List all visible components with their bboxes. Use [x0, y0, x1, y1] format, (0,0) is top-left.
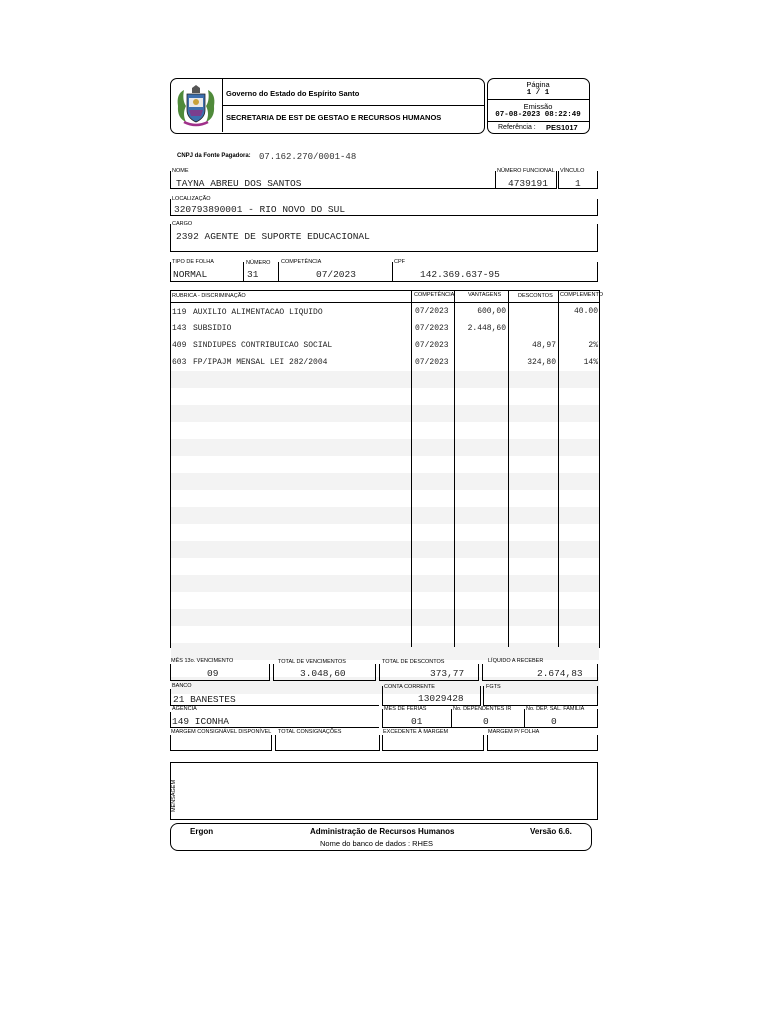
header-rubrica: RUBRICA - DISCRIMINAÇÃO [172, 293, 246, 299]
row-1-desc: AUXILIO ALIMENTACAO LIQUIDO [193, 308, 323, 317]
banco-value: 21 BANESTES [173, 694, 236, 705]
total-cons-label: TOTAL CONSIGNAÇÕES [278, 729, 342, 735]
table-row-stripe [171, 405, 599, 422]
total-cons-field [275, 735, 380, 751]
table-row-stripe [171, 541, 599, 558]
liquido-value: 2.674,83 [537, 668, 583, 679]
row-2-desc: SUBSIDIO [193, 324, 232, 333]
referencia-value: PES1017 [546, 123, 578, 132]
mes-ferias-label: MÊS DE FÉRIAS [384, 706, 427, 712]
agencia-value: 149 ICONHA [172, 716, 230, 727]
excedente-field [382, 735, 484, 751]
tipo-folha-label: TIPO DE FOLHA [172, 259, 214, 265]
pagina-value: 1 / 1 [526, 89, 550, 97]
row-4-comp: 07/2023 [415, 358, 449, 367]
vinculo-value: 1 [575, 178, 581, 189]
excedente-label: EXCEDENTE À MARGEM [383, 729, 449, 735]
table-row-stripe [171, 507, 599, 524]
dep-sal-value: 0 [551, 716, 557, 727]
row-1-compl: 40.00 [573, 307, 598, 316]
header-descontos: DESCONTOS [518, 293, 553, 299]
mes13-label: MÊS 13o. VENCIMENTO [171, 658, 234, 664]
row-3-code: 409 [172, 341, 187, 350]
cnpj-label: CNPJ da Fonte Pagadora: [177, 153, 251, 159]
row-2-vant: 2.448,60 [467, 324, 506, 333]
row-4-compl: 14% [583, 358, 598, 367]
total-desc-label: TOTAL DE DESCONTOS [382, 659, 445, 665]
row-1-code: 119 [172, 308, 187, 317]
conta-label: CONTA CORRENTE [384, 684, 435, 690]
banco-label: BANCO [172, 683, 192, 689]
mes-ferias-value: 01 [411, 716, 423, 727]
row-3-compl: 2% [588, 341, 598, 350]
header-competencia: COMPETÊNCIA [414, 292, 455, 298]
header-vantagens: VANTAGENS [468, 292, 502, 298]
header-left-divider [222, 105, 484, 106]
footer-versao: Versão 6.6. [530, 827, 572, 836]
coat-of-arms-logo [174, 84, 218, 128]
total-venc-value: 3.048,60 [300, 668, 346, 679]
mensagem-label: MENSAGEM [171, 779, 177, 813]
total-desc-value: 373,77 [430, 668, 465, 679]
emissao-value: 07-08-2023 08:22:49 [495, 111, 581, 119]
cnpj-value: 07.162.270/0001-48 [259, 152, 357, 162]
row-3-comp: 07/2023 [415, 341, 449, 350]
mensagem-box [170, 762, 598, 820]
row-1-vant: 600,00 [477, 307, 506, 316]
table-row-stripe [171, 439, 599, 456]
margem-disp-field [170, 735, 272, 751]
conta-value: 13029428 [418, 693, 464, 704]
footer-adm: Administração de Recursos Humanos [310, 827, 455, 836]
numero-label: NÚMERO [246, 260, 271, 266]
header-logo-divider [222, 79, 223, 132]
cargo-label: CARGO [172, 221, 193, 227]
nome-value: TAYNA ABREU DOS SANTOS [176, 178, 302, 189]
tipo-folha-value: NORMAL [173, 269, 208, 280]
liquido-label: LÍQUIDO A RECEBER [488, 658, 544, 664]
table-row-stripe [171, 473, 599, 490]
row-4-descval: 324,80 [527, 358, 556, 367]
table-header-line [170, 302, 600, 303]
pagina-label: Página [526, 80, 550, 89]
numero-value: 31 [247, 269, 259, 280]
cargo-value: 2392 AGENTE DE SUPORTE EDUCACIONAL [176, 231, 370, 242]
fgts-label: FGTS [486, 684, 501, 690]
competencia-value: 07/2023 [316, 269, 356, 280]
row-2-code: 143 [172, 324, 187, 333]
localizacao-label: LOCALIZAÇÃO [172, 196, 211, 202]
table-row-stripe [171, 609, 599, 626]
row-2-comp: 07/2023 [415, 324, 449, 333]
total-venc-label: TOTAL DE VENCIMENTOS [278, 659, 346, 665]
table-row-stripe [171, 575, 599, 592]
col-div-vantagens [454, 290, 455, 647]
dep-ir-label: No. DEPENDENTES IR [453, 706, 512, 712]
nome-label: NOME [172, 168, 189, 174]
margem-disp-label: MARGEM CONSIGNÁVEL DISPONÍVEL [171, 729, 272, 735]
competencia-label: COMPETÊNCIA [281, 259, 322, 265]
government-name: Governo do Estado do Espírito Santo [226, 89, 360, 98]
numero-funcional-value: 4739191 [508, 178, 548, 189]
mes13-field [170, 664, 270, 681]
row-3-descval: 48,97 [531, 341, 556, 350]
vinculo-label: VÍNCULO [560, 168, 585, 174]
dep-ir-value: 0 [483, 716, 489, 727]
header-right-divider-2 [487, 121, 589, 122]
header-complemento: COMPLEMENTO [560, 292, 603, 298]
header-right-divider-1 [487, 99, 589, 100]
secretaria-name: SECRETARIA DE EST DE GESTAO E RECURSOS HUMANOS [226, 113, 442, 122]
cpf-value: 142.369.637-95 [420, 269, 500, 280]
col-div-competencia [411, 290, 412, 647]
numero-funcional-label: NÚMERO FUNCIONAL [497, 168, 555, 174]
dep-sal-label: No. DEP. SAL. FAMÍLIA [526, 706, 585, 712]
row-4-desc: FP/IPAJM MENSAL LEI 282/2004 [193, 358, 328, 367]
referencia-label: Referência : [498, 124, 536, 131]
margem-folha-label: MARGEM P/ FOLHA [488, 729, 540, 735]
footer-banco-dados: Nome do banco de dados : RHES [320, 839, 433, 848]
localizacao-value: 320793890001 - RIO NOVO DO SUL [174, 204, 346, 215]
cpf-label: CPF [394, 259, 405, 265]
mes13-value: 09 [207, 668, 219, 679]
emissao-label: Emissão [523, 102, 553, 111]
margem-folha-field [487, 735, 598, 751]
agencia-label: AGÊNCIA [172, 706, 197, 712]
row-4-code: 603 [172, 358, 187, 367]
row-1-comp: 07/2023 [415, 307, 449, 316]
table-row-stripe [171, 371, 599, 388]
footer-ergon: Ergon [190, 827, 214, 836]
row-3-desc: SINDIUPES CONTRIBUICAO SOCIAL [193, 341, 333, 350]
